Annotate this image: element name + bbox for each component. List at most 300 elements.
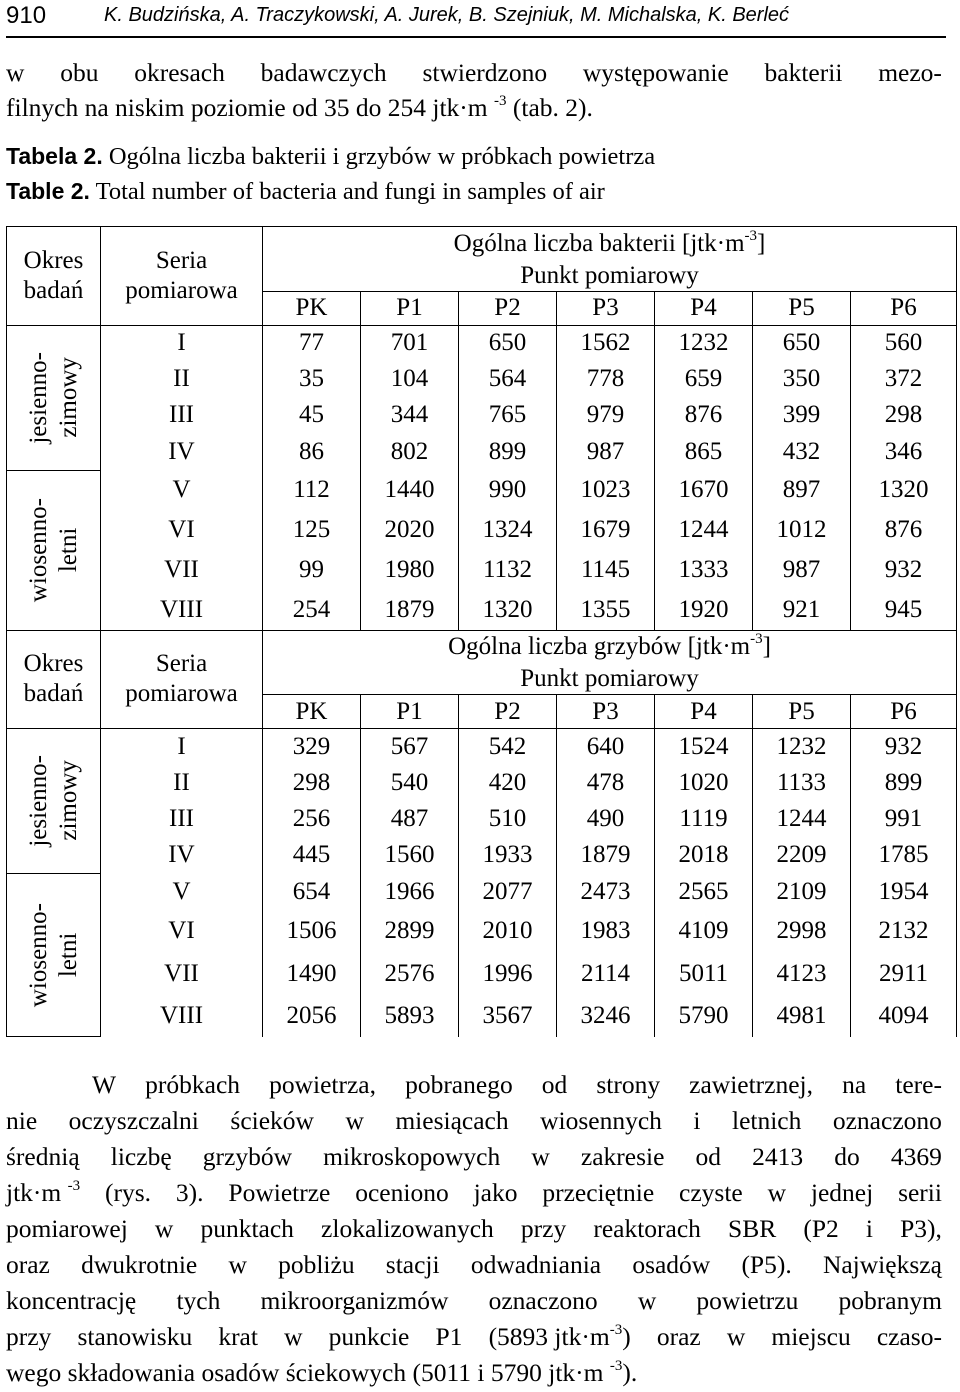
point-p5: P5 xyxy=(753,291,851,325)
cell-p3: 640 xyxy=(557,729,655,765)
bacteria-period-autumn-winter-line: jesienno- xyxy=(24,351,52,444)
word: Powietrze xyxy=(228,1178,331,1207)
word: mezo- xyxy=(878,58,942,87)
cell-p2: 420 xyxy=(459,765,557,801)
series-label: II xyxy=(101,360,263,397)
word: krat xyxy=(218,1322,258,1351)
cell-p6: 4094 xyxy=(851,995,957,1037)
paren-close: ) xyxy=(622,1322,631,1351)
point-p2: P2 xyxy=(459,291,557,325)
fungi-period-autumn-winter-wrap xyxy=(7,729,100,873)
cell-p1: 2576 xyxy=(361,953,459,995)
word: punkcie xyxy=(328,1322,410,1351)
series-label: VI xyxy=(101,510,263,550)
cell-p2: 899 xyxy=(459,433,557,470)
cell-pk: 86 xyxy=(263,433,361,470)
cell-p4: 1244 xyxy=(655,510,753,550)
cell-p4: 5790 xyxy=(655,995,753,1037)
bacteria-period-spring-summer-text xyxy=(24,498,84,602)
unit-m: m xyxy=(725,229,745,257)
word: powietrzu xyxy=(696,1286,799,1315)
fungi-period-autumn-winter-text xyxy=(24,755,84,847)
word: od xyxy=(695,1142,722,1171)
word: nie xyxy=(6,1106,38,1135)
cell-p1: 1560 xyxy=(361,837,459,873)
body-paren-group: (5893 $jtk\cdot m^{-3}$) xyxy=(488,1322,631,1351)
cell-p6: 372 xyxy=(851,360,957,397)
word: letnich xyxy=(731,1106,802,1135)
word: oznaczono xyxy=(488,1286,598,1315)
word: odwadniania xyxy=(470,1250,602,1279)
series-label: III xyxy=(101,397,263,434)
cell-p5: 350 xyxy=(753,360,851,397)
fungi-period-spring-summer xyxy=(7,874,101,1037)
cell-pk: 298 xyxy=(263,765,361,801)
word: zakresie xyxy=(580,1142,665,1171)
point-p4: P4 xyxy=(655,291,753,325)
series-label: VIII xyxy=(101,590,263,630)
fungi-point-label: Punkt pomiarowy xyxy=(263,664,957,695)
cell-p6: 346 xyxy=(851,433,957,470)
cell-p4: 1333 xyxy=(655,550,753,590)
word: okresach xyxy=(134,58,225,87)
point-pk: PK xyxy=(263,695,361,729)
bacteria-period-autumn-winter-wrap xyxy=(7,326,100,470)
word: osadów xyxy=(632,1250,711,1279)
fungi-row xyxy=(7,910,957,953)
word: reaktorach xyxy=(593,1214,701,1243)
body-line-9-tail: ). xyxy=(622,1358,638,1387)
unit-exponent: -3 xyxy=(609,1322,623,1338)
word: dwukrotnie xyxy=(81,1250,198,1279)
caption-en-text: Total number of bacteria and fungi in samples of air xyxy=(95,178,605,205)
unit-exponent: -3 xyxy=(609,1358,623,1374)
series-label: VII xyxy=(101,550,263,590)
word: tere- xyxy=(895,1070,942,1099)
cell-pk: 35 xyxy=(263,360,361,397)
header-rule xyxy=(6,36,946,38)
fungi-period-header-line: Okres xyxy=(23,650,84,678)
word: badawczych xyxy=(260,58,387,87)
word: i xyxy=(693,1106,701,1135)
cell-p4: 2018 xyxy=(655,837,753,873)
word: w xyxy=(228,1250,247,1279)
cell-p5: 432 xyxy=(753,433,851,470)
cell-p6: 945 xyxy=(851,590,957,630)
word: oraz xyxy=(6,1250,50,1279)
fungi-series-header-line: pomiarowa xyxy=(125,680,238,708)
fungi-row xyxy=(7,953,957,995)
series-label: VII xyxy=(101,953,263,995)
word: P1 xyxy=(435,1322,463,1351)
word: przy xyxy=(6,1322,52,1351)
word: obu xyxy=(60,58,99,87)
fungi-header-row-1 xyxy=(7,630,957,664)
fungi-row xyxy=(7,765,957,801)
body-line-5 xyxy=(6,1211,942,1246)
word: grzybów xyxy=(202,1142,292,1171)
bacteria-row xyxy=(7,433,957,470)
cell-p5: 987 xyxy=(753,550,851,590)
cell-p6: 932 xyxy=(851,550,957,590)
cell-pk: 445 xyxy=(263,837,361,873)
page-header xyxy=(6,2,952,36)
unit-exponent: -3 xyxy=(494,93,507,109)
cell-p5: 4981 xyxy=(753,995,851,1037)
body-line-6 xyxy=(6,1247,942,1282)
body-line-2 xyxy=(6,1103,942,1138)
cell-p2: 990 xyxy=(459,470,557,510)
cell-p4: 1524 xyxy=(655,729,753,765)
unit-m: m xyxy=(583,1358,604,1387)
bacteria-period-spring-summer-wrap xyxy=(7,478,100,622)
cell-p3: 979 xyxy=(557,397,655,434)
body-line-8 xyxy=(6,1319,942,1354)
body-line-4 xyxy=(6,1175,942,1210)
word: tych xyxy=(176,1286,221,1315)
cell-p2: 1320 xyxy=(459,590,557,630)
series-label: VI xyxy=(101,910,263,953)
fungi-period-autumn-winter-line: jesienno- xyxy=(24,755,52,847)
body-line-7 xyxy=(6,1283,942,1318)
cell-pk: 654 xyxy=(263,874,361,910)
fungi-row xyxy=(7,995,957,1037)
word: zawietrznej, xyxy=(689,1070,814,1099)
cell-p2: 2077 xyxy=(459,874,557,910)
intro-line-2: filnych na niskim poziomie od 35 do 254 jtk·m $^{-3}$ (tab. 2). xyxy=(6,93,593,122)
word: bakterii xyxy=(764,58,843,87)
cell-p3: 478 xyxy=(557,765,655,801)
unit-m: m xyxy=(589,1322,610,1351)
point-p6: P6 xyxy=(851,291,957,325)
fungi-row xyxy=(7,801,957,837)
word: stanowisku xyxy=(77,1322,193,1351)
cell-p1: 2899 xyxy=(361,910,459,953)
cell-p2: 542 xyxy=(459,729,557,765)
word: 4369 xyxy=(890,1142,942,1171)
series-label: VIII xyxy=(101,995,263,1037)
cell-p2: 2010 xyxy=(459,910,557,953)
bacteria-series-header-line: pomiarowa xyxy=(125,276,238,304)
cell-pk: 1506 xyxy=(263,910,361,953)
point-p4: P4 xyxy=(655,695,753,729)
cell-p3: 1023 xyxy=(557,470,655,510)
point-p1: P1 xyxy=(361,695,459,729)
running-title-authors: K. Budzińska, A. Traczykowski, A. Jurek, B. Szejniuk, M. Michalska, K. Berleć xyxy=(104,4,790,26)
body-line-9-text: wego składowania osadów ściekowych (5011 i 5790 jtk xyxy=(6,1358,576,1387)
word: oceniono xyxy=(355,1178,449,1207)
series-label: IV xyxy=(101,837,263,873)
cell-p6: 991 xyxy=(851,801,957,837)
word: oznaczono xyxy=(832,1106,942,1135)
word: od xyxy=(541,1070,568,1099)
cell-p5: 650 xyxy=(753,325,851,360)
bacteria-period-header-line: badań xyxy=(23,276,84,304)
point-p2: P2 xyxy=(459,695,557,729)
cell-p3: 987 xyxy=(557,433,655,470)
word: serii xyxy=(898,1178,942,1207)
cell-p1: 567 xyxy=(361,729,459,765)
cell-p6: 932 xyxy=(851,729,957,765)
cell-p2: 1996 xyxy=(459,953,557,995)
bacteria-period-header-line: Okres xyxy=(23,246,84,274)
cell-p1: 104 xyxy=(361,360,459,397)
cell-p1: 1440 xyxy=(361,470,459,510)
unit-exponent: -3 xyxy=(67,1178,81,1194)
cell-p4: 1232 xyxy=(655,325,753,360)
word: czaso- xyxy=(876,1322,942,1351)
word: powietrza, xyxy=(269,1070,376,1099)
word: oraz xyxy=(656,1322,701,1351)
bacteria-period-spring-summer-line: wiosenno- xyxy=(24,497,52,603)
cell-p6: 1785 xyxy=(851,837,957,873)
fungi-series-header-line: Seria xyxy=(155,650,208,678)
series-label: II xyxy=(101,765,263,801)
fungi-period-autumn-winter-line: zimowy xyxy=(54,760,82,842)
cell-p2: 650 xyxy=(459,325,557,360)
word: liczbę xyxy=(110,1142,172,1171)
word: w xyxy=(284,1322,303,1351)
cell-p2: 1933 xyxy=(459,837,557,873)
cell-pk: 254 xyxy=(263,590,361,630)
fungi-period-spring-summer-wrap xyxy=(7,883,100,1027)
paren-text: (5893 jtk xyxy=(488,1322,582,1351)
word: przy xyxy=(520,1214,567,1243)
cell-p6: 298 xyxy=(851,397,957,434)
body-line-3 xyxy=(6,1139,942,1174)
word: próbkach xyxy=(145,1070,241,1099)
cell-p6: 560 xyxy=(851,325,957,360)
fungi-series-header xyxy=(101,630,263,729)
word: wiosennych xyxy=(540,1106,662,1135)
cell-p5: 1133 xyxy=(753,765,851,801)
word: SBR xyxy=(728,1214,777,1243)
word: pobliżu xyxy=(278,1250,355,1279)
word: mikroorganizmów xyxy=(260,1286,449,1315)
word: pomiarowej xyxy=(6,1214,128,1243)
cell-pk: 99 xyxy=(263,550,361,590)
fungi-period-spring-summer-line: letni xyxy=(54,932,82,978)
cell-pk: 77 xyxy=(263,325,361,360)
point-pk: PK xyxy=(263,291,361,325)
fungi-period-header xyxy=(7,630,101,729)
bacteria-title-text: Ogólna liczba bakterii [jtk xyxy=(453,229,717,257)
bacteria-period-header xyxy=(7,227,101,326)
series-label: I xyxy=(101,729,263,765)
cell-p6: 1954 xyxy=(851,874,957,910)
cell-p1: 1966 xyxy=(361,874,459,910)
word: (rys. xyxy=(105,1178,152,1207)
bacteria-series-header-line: Seria xyxy=(155,246,208,274)
series-label: I xyxy=(101,325,263,360)
bacteria-period-autumn-winter-text xyxy=(24,352,84,444)
bacteria-period-autumn-winter-line: zimowy xyxy=(54,357,82,438)
cell-p6: 1320 xyxy=(851,470,957,510)
unit-exponent: -3 xyxy=(750,631,763,648)
body-line-9: wego składowania osadów ściekowych (5011 i 5790 jtk·m $^{-3}$). xyxy=(6,1358,638,1387)
cell-p5: 2209 xyxy=(753,837,851,873)
cell-p6: 876 xyxy=(851,510,957,550)
fungi-title: Ogólna liczba grzybów $[jtk\cdot m^{-3}]$ xyxy=(263,630,957,664)
series-label: V xyxy=(101,470,263,510)
cell-pk: 45 xyxy=(263,397,361,434)
cell-p1: 540 xyxy=(361,765,459,801)
cell-p1: 701 xyxy=(361,325,459,360)
word: do xyxy=(834,1142,860,1171)
word: przeciętnie xyxy=(542,1178,655,1207)
series-label: III xyxy=(101,801,263,837)
cell-p5: 2109 xyxy=(753,874,851,910)
word: pobranego xyxy=(405,1070,513,1099)
word: punktach xyxy=(200,1214,294,1243)
cell-p3: 1879 xyxy=(557,837,655,873)
bacteria-row xyxy=(7,325,957,360)
cell-p4: 1670 xyxy=(655,470,753,510)
caption-pl xyxy=(6,139,655,174)
cell-p3: 1355 xyxy=(557,590,655,630)
cell-p3: 2473 xyxy=(557,874,655,910)
cell-p3: 1983 xyxy=(557,910,655,953)
word: w xyxy=(726,1322,746,1351)
unit-m: m xyxy=(730,633,751,661)
bacteria-period-spring-summer xyxy=(7,470,101,630)
cell-p4: 659 xyxy=(655,360,753,397)
word: (P2 xyxy=(803,1214,839,1243)
cell-p3: 1679 xyxy=(557,510,655,550)
word: na xyxy=(842,1070,867,1099)
cell-p6: 2911 xyxy=(851,953,957,995)
unit-jtk: jtk xyxy=(6,1178,33,1207)
bacteria-row xyxy=(7,510,957,550)
cell-p4: 2565 xyxy=(655,874,753,910)
point-p6: P6 xyxy=(851,695,957,729)
word: miejscu xyxy=(771,1322,851,1351)
cell-p4: 4109 xyxy=(655,910,753,953)
fungi-title-close: ] xyxy=(762,633,771,661)
unit-exponent: -3 xyxy=(744,227,758,244)
cell-p2: 3567 xyxy=(459,995,557,1037)
cell-pk: 1490 xyxy=(263,953,361,995)
cell-p1: 5893 xyxy=(361,995,459,1037)
word: występowanie xyxy=(582,58,729,87)
cell-p1: 802 xyxy=(361,433,459,470)
intro-line-2-text: filnych na niskim poziomie od 35 do 254 jtk xyxy=(6,93,460,122)
point-p5: P5 xyxy=(753,695,851,729)
word: w xyxy=(6,58,25,87)
fungi-title-text: Ogólna liczba grzybów [jtk xyxy=(448,633,723,661)
bacteria-row xyxy=(7,397,957,434)
intro-line-2-tail: (tab. 2). xyxy=(512,93,593,122)
word: mikroskopowych xyxy=(323,1142,501,1171)
word: w xyxy=(531,1142,550,1171)
cell-p3: 490 xyxy=(557,801,655,837)
cell-pk: 2056 xyxy=(263,995,361,1037)
cell-p2: 1132 xyxy=(459,550,557,590)
fungi-period-autumn-winter xyxy=(7,729,101,874)
word: jednej xyxy=(810,1178,874,1207)
caption-en-label: Table 2. xyxy=(6,178,90,204)
bacteria-title: Ogólna liczba bakterii $[jtk\cdot m^{-3}]$ xyxy=(263,227,957,261)
word: w xyxy=(154,1214,174,1243)
word: koncentrację xyxy=(6,1286,137,1315)
word: w xyxy=(345,1106,364,1135)
fungi-period-spring-summer-line: wiosenno- xyxy=(24,902,52,1008)
bacteria-row xyxy=(7,550,957,590)
cell-p5: 399 xyxy=(753,397,851,434)
word: i xyxy=(865,1214,873,1243)
word: stacji xyxy=(385,1250,440,1279)
word: strony xyxy=(596,1070,661,1099)
bacteria-point-label: Punkt pomiarowy xyxy=(263,261,957,292)
caption-pl-text: Ogólna liczba bakterii i grzybów w próbkach powietrza xyxy=(108,143,656,170)
cell-p1: 1879 xyxy=(361,590,459,630)
unit-m: m xyxy=(41,1178,62,1207)
cell-p5: 1012 xyxy=(753,510,851,550)
bacteria-period-spring-summer-line: letni xyxy=(54,527,82,573)
series-label: V xyxy=(101,874,263,910)
cell-p5: 2998 xyxy=(753,910,851,953)
word: zlokalizowanych xyxy=(321,1214,494,1243)
table-body xyxy=(7,227,957,1037)
word: w xyxy=(767,1178,787,1207)
cell-p2: 564 xyxy=(459,360,557,397)
cell-p5: 1232 xyxy=(753,729,851,765)
word: czyste xyxy=(679,1178,743,1207)
cell-p1: 1980 xyxy=(361,550,459,590)
point-p3: P3 xyxy=(557,291,655,325)
cell-p5: 921 xyxy=(753,590,851,630)
cell-p5: 4123 xyxy=(753,953,851,995)
bacteria-row xyxy=(7,590,957,630)
word: Największą xyxy=(822,1250,942,1279)
cell-p3: 1562 xyxy=(557,325,655,360)
cell-p3: 3246 xyxy=(557,995,655,1037)
cell-pk: 256 xyxy=(263,801,361,837)
cell-pk: 329 xyxy=(263,729,361,765)
point-p1: P1 xyxy=(361,291,459,325)
page-number: 910 xyxy=(6,2,47,29)
word: stwierdzono xyxy=(422,58,548,87)
caption-en xyxy=(6,174,605,209)
bacteria-series-header xyxy=(101,227,263,326)
word: P3), xyxy=(900,1214,942,1243)
cell-pk: 125 xyxy=(263,510,361,550)
bacteria-period-autumn-winter xyxy=(7,325,101,470)
cell-p3: 2114 xyxy=(557,953,655,995)
intro-line-1 xyxy=(6,55,942,90)
cell-p1: 2020 xyxy=(361,510,459,550)
fungi-row xyxy=(7,729,957,765)
cell-p2: 510 xyxy=(459,801,557,837)
caption-pl-label: Tabela 2. xyxy=(6,143,103,169)
fungi-period-spring-summer-text xyxy=(24,903,84,1007)
point-p3: P3 xyxy=(557,695,655,729)
word: miesiącach xyxy=(395,1106,509,1135)
word: w xyxy=(637,1286,657,1315)
fungi-row xyxy=(7,837,957,873)
series-label: IV xyxy=(101,433,263,470)
cell-p2: 765 xyxy=(459,397,557,434)
word: 2413 xyxy=(752,1142,804,1171)
word: 3). xyxy=(175,1178,204,1207)
cell-p4: 1020 xyxy=(655,765,753,801)
body-unit-group: jtk·m $^{-3}$ xyxy=(6,1178,81,1207)
cell-p4: 1119 xyxy=(655,801,753,837)
cell-p6: 2132 xyxy=(851,910,957,953)
cell-p3: 1145 xyxy=(557,550,655,590)
cell-p1: 344 xyxy=(361,397,459,434)
cell-p4: 1920 xyxy=(655,590,753,630)
